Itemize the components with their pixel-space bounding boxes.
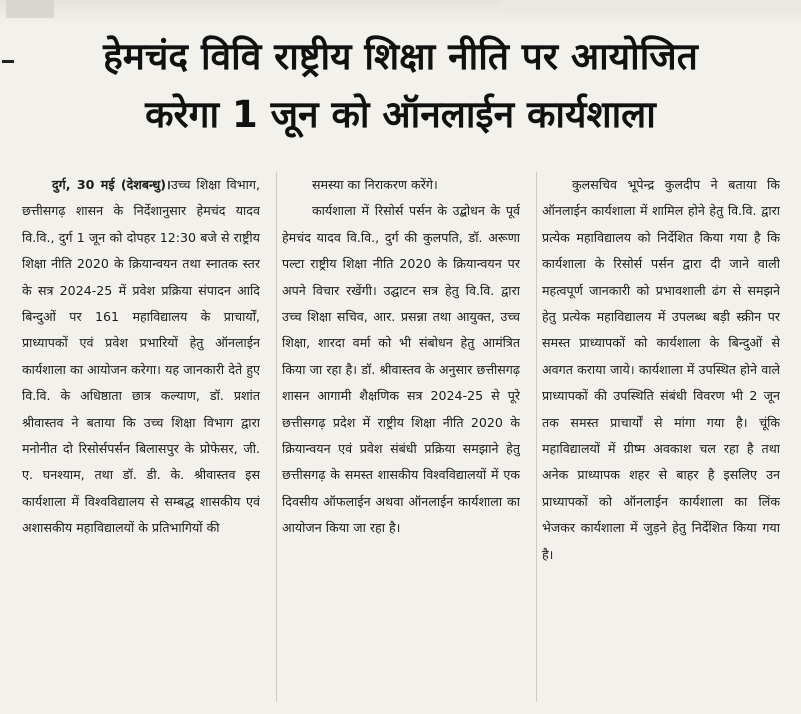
column-2-paragraph-1: समस्या का निराकरण करेंगे। — [312, 177, 438, 192]
headline-dash — [2, 60, 14, 63]
column-1-paragraph — [22, 172, 260, 542]
column-1-text: उच्च शिक्षा विभाग, छत्तीसगढ़ शासन के निर्देशानुसार हेमचंद यादव वि.वि., दुर्ग 1 जून को दोपहर 12:30 बजे से राष्ट्रीय शिक्षा नीति 2020 के क्रियान्वयन तथा स्नातक स्तर के सत्र 2024-25 में प्रवेश प्रक्रिया संपादन आदि बिन्दुओं पर 161 महाविद्यालय के प्राचार्यों, प्राध्यापकों एवं प्रवेश प्रभारियों हेतु ऑनलाईन कार्यशाला का आयोजन करेगा। यह जानकारी देते हुए वि.वि. के अधिष्ठाता छात्र कल्याण, डॉ. प्रशांत श्रीवास्तव ने बताया कि उच्च शिक्षा विभाग द्वारा मनोनीत दो रिसोर्सपर्सन बिलासपुर के प्रोफेसर, जी. ए. घनश्याम, तथा डॉ. डी. के. श्रीवास्तव इस कार्यशाला में विश्वविद्यालय से सम्बद्ध शासकीय एवं अशासकीय महाविद्यालयों के प्रतिभागियों की — [22, 177, 260, 536]
previous-article-strip — [0, 0, 801, 24]
article-body — [22, 172, 780, 708]
article-column-1 — [22, 172, 260, 708]
column-divider-1 — [276, 172, 277, 702]
article-column-3 — [542, 172, 780, 708]
column-divider-2 — [536, 172, 537, 702]
dateline: दुर्ग, 30 मई (देशबन्धु)। — [52, 177, 171, 192]
clipped-column-left — [6, 0, 54, 18]
headline-line-2: करेगा 1 जून को ऑनलाईन कार्यशाला — [145, 93, 656, 136]
article-column-2 — [282, 172, 520, 708]
column-2-paragraph-2: कार्यशाला में रिसोर्स पर्सन के उद्बोधन के पूर्व हेमचंद यादव वि.वि., दुर्ग की कुलपति, डॉ. अरूणा पल्टा राष्ट्रीय शिक्षा नीति 2020 के क्रियान्वयन पर अपने विचार रखेंगी। उद्घाटन सत्र हेतु वि.वि. द्वारा उच्च शिक्षा सचिव, आर. प्रसन्ना तथा आयुक्त, उच्च शिक्षा, शारदा वर्मा को भी संबोधन हेतु आमंत्रित किया जा रहा है। डॉ. श्रीवास्तव के अनुसार छत्तीसगढ़ शासन आगामी शैक्षणिक सत्र 2024-25 से पूरे छत्तीसगढ़ प्रदेश में राष्ट्रीय शिक्षा नीति 2020 के क्रियान्वयन एवं प्रवेश संबंधी प्रक्रिया समझाने हेतु छत्तीसगढ़ के समस्त शासकीय विश्वविद्यालयों में एक दिवसीय ऑफलाईन अथवा ऑनलाईन कार्यशाला का आयोजन किया जा रहा है। — [282, 203, 520, 536]
clipped-column-right — [501, 0, 801, 12]
headline-line-1: हेमचंद विवि राष्ट्रीय शिक्षा नीति पर आयोजित — [103, 35, 698, 78]
column-3-paragraph: कुलसचिव भूपेन्द्र कुलदीप ने बताया कि ऑनलाईन कार्यशाला में शामिल होने हेतु वि.वि. द्वारा प्रत्येक महाविद्यालय को निर्देशित किया गया है कि कार्यशाला के रिसोर्स पर्सन द्वारा दी जाने वाली महत्वपूर्ण जानकारी को प्रभावशाली ढंग से समझने हेतु प्रत्येक महाविद्यालय में उपलब्ध बड़ी स्क्रीन पर समस्त प्राध्यापकों को कार्यशाला के बिन्दुओं से अवगत कराया जाये। कार्यशाला में उपस्थित होने वाले प्राध्यापकों की उपस्थिति संबंधी विवरण भी 2 जून तक समस्त प्राचार्यों से मांगा गया है। चूंकि महाविद्यालयों में ग्रीष्म अवकाश चल रहा है तथा अनेक प्राध्यापक शहर से बाहर है इसलिए उन प्राध्यापकों को ऑनलाईन कार्यशाला का लिंक भेजकर कार्यशाला में जुड़ने हेतु निर्देशित किया गया है। — [542, 177, 780, 562]
article-headline — [0, 28, 801, 144]
